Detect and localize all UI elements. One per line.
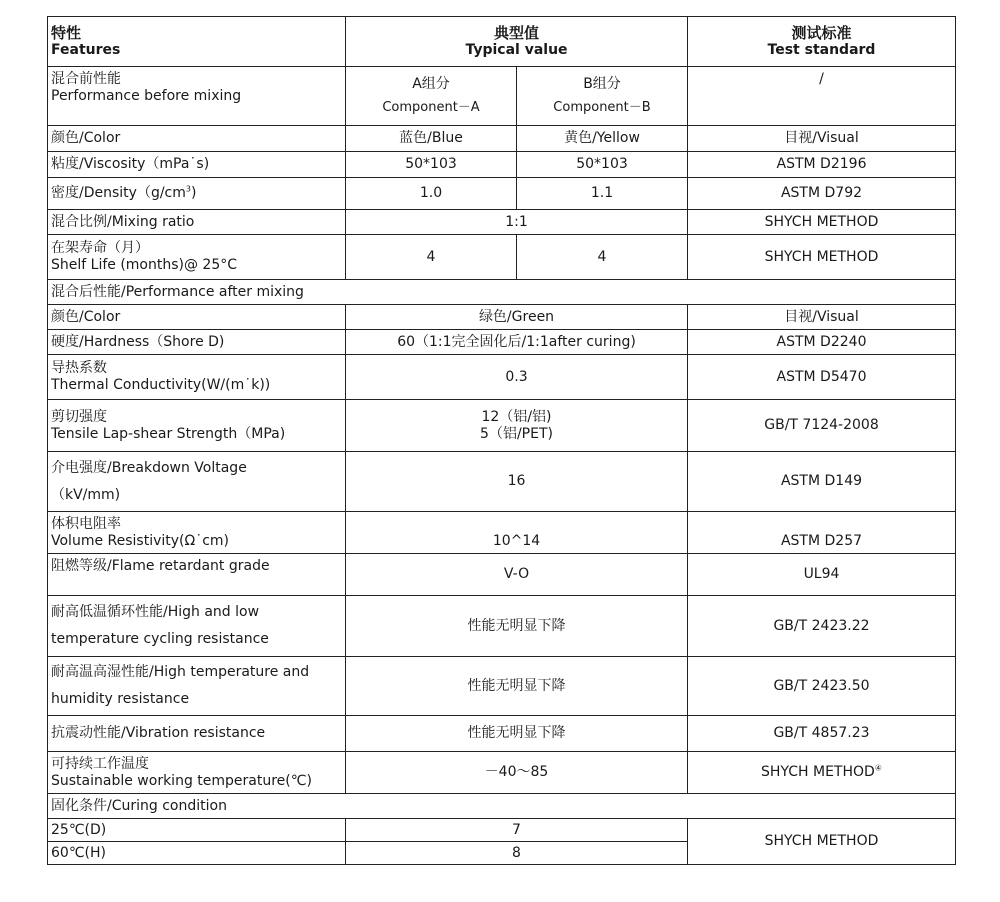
feature-thermal-cycling: 耐高低温循环性能/High and low temperature cycling resistance: [48, 596, 346, 657]
test-standard: GB/T 2423.22: [688, 596, 956, 657]
value: 7: [346, 819, 688, 842]
table-row: [48, 512, 956, 554]
test-standard: SHYCH METHOD④: [688, 752, 956, 794]
test-standard: GB/T 2423.50: [688, 657, 956, 716]
before-mixing-label: 混合前性能 Performance before mixing: [48, 67, 346, 126]
feature-mixing-ratio: 混合比例/Mixing ratio: [48, 210, 346, 235]
value: 0.3: [346, 355, 688, 400]
value-b: 4: [517, 235, 688, 280]
value: 12（铝/铝) 5（铝/PET): [346, 400, 688, 452]
test-standard: ASTM D2196: [688, 152, 956, 178]
header-test-cn: 测试标准: [791, 24, 852, 42]
value-a: 蓝色/Blue: [346, 126, 517, 152]
value: 性能无明显下降: [346, 657, 688, 716]
value: －40～85: [346, 752, 688, 794]
test-standard: ASTM D5470: [688, 355, 956, 400]
header-typical-en: Typical value: [465, 42, 568, 58]
table-row: [48, 152, 956, 178]
feature-breakdown-voltage: 介电强度/Breakdown Voltage （kV/mm): [48, 452, 346, 512]
table-row: [48, 554, 956, 596]
value: 60（1:1完全固化后/1:1after curing): [346, 330, 688, 355]
feature-lap-shear: 剪切强度 Tensile Lap-shear Strength（MPa): [48, 400, 346, 452]
table-row: [48, 400, 956, 452]
test-standard: SHYCH METHOD: [688, 235, 956, 280]
spec-table: [47, 16, 956, 865]
table-row: [48, 126, 956, 152]
feature-humidity: 耐高温高湿性能/High temperature and humidity resistance: [48, 657, 346, 716]
table-row: [48, 819, 956, 842]
value-b: 1.1: [517, 178, 688, 210]
table-row: [48, 716, 956, 752]
feature-curing-60c: 60℃(H): [48, 842, 346, 865]
header-typical-cn: 典型值: [493, 24, 539, 42]
feature-thermal-conductivity: 导热系数 Thermal Conductivity(W/(m˙k)): [48, 355, 346, 400]
table-row: [48, 305, 956, 330]
table-row: [48, 657, 956, 716]
value: 性能无明显下降: [346, 716, 688, 752]
test-standard: SHYCH METHOD: [688, 819, 956, 865]
component-b: B组分 Component－B: [517, 67, 688, 126]
feature-viscosity: 粘度/Viscosity（mPa˙s): [48, 152, 346, 178]
feature-shelf-life: 在架寿命（月） Shelf Life (months)@ 25°C: [48, 235, 346, 280]
before-mixing-test: /: [688, 67, 956, 126]
value-b: 50*103: [517, 152, 688, 178]
feature-curing-25c: 25℃(D): [48, 819, 346, 842]
header-features-cn: 特性: [51, 24, 82, 42]
value: 1:1: [346, 210, 688, 235]
feature-volume-resistivity: 体积电阻率 Volume Resistivity(Ω˙cm): [48, 512, 346, 554]
test-standard: 目视/Visual: [688, 305, 956, 330]
test-standard: SHYCH METHOD: [688, 210, 956, 235]
feature-density: 密度$/Density(g/cm^3)$: [48, 178, 346, 210]
feature-flame-retardant: 阻燃等级/Flame retardant grade: [48, 554, 346, 596]
value: 绿色/Green: [346, 305, 688, 330]
value: 16: [346, 452, 688, 512]
value: 10^14: [346, 512, 688, 554]
section-row: [48, 280, 956, 305]
component-a: A组分 Component－A: [346, 67, 517, 126]
before-mixing-row: [48, 67, 956, 126]
value-a: 1.0: [346, 178, 517, 210]
feature-working-temperature: 可持续工作温度 Sustainable working temperature(℃): [48, 752, 346, 794]
header-typical: [346, 17, 688, 67]
header-test-en: Test standard: [767, 42, 876, 58]
value-a: 50*103: [346, 152, 517, 178]
test-standard: ASTM D792: [688, 178, 956, 210]
feature-vibration: 抗震动性能/Vibration resistance: [48, 716, 346, 752]
value-a: 4: [346, 235, 517, 280]
table-row: [48, 752, 956, 794]
table-row: [48, 178, 956, 210]
header-test: [688, 17, 956, 67]
feature-hardness: 硬度/Hardness（Shore D): [48, 330, 346, 355]
after-mixing-label: 混合后性能/Performance after mixing: [48, 280, 956, 305]
test-standard: GB/T 4857.23: [688, 716, 956, 752]
header-row: [48, 17, 956, 67]
test-standard: GB/T 7124-2008: [688, 400, 956, 452]
header-features: [48, 17, 346, 67]
value: V-O: [346, 554, 688, 596]
feature-color: 颜色/Color: [48, 126, 346, 152]
value: 8: [346, 842, 688, 865]
table-row: [48, 452, 956, 512]
curing-label: 固化条件/Curing condition: [48, 794, 956, 819]
feature-color-after: 颜色/Color: [48, 305, 346, 330]
header-features-en: Features: [51, 42, 121, 58]
test-standard: ASTM D2240: [688, 330, 956, 355]
test-standard: ASTM D149: [688, 452, 956, 512]
value-b: 黄色/Yellow: [517, 126, 688, 152]
section-row: [48, 794, 956, 819]
table-row: [48, 330, 956, 355]
table-row: [48, 235, 956, 280]
table-row: [48, 210, 956, 235]
test-standard: ASTM D257: [688, 512, 956, 554]
table-row: [48, 596, 956, 657]
table-row: [48, 355, 956, 400]
value: 性能无明显下降: [346, 596, 688, 657]
test-standard: 目视/Visual: [688, 126, 956, 152]
test-standard: UL94: [688, 554, 956, 596]
